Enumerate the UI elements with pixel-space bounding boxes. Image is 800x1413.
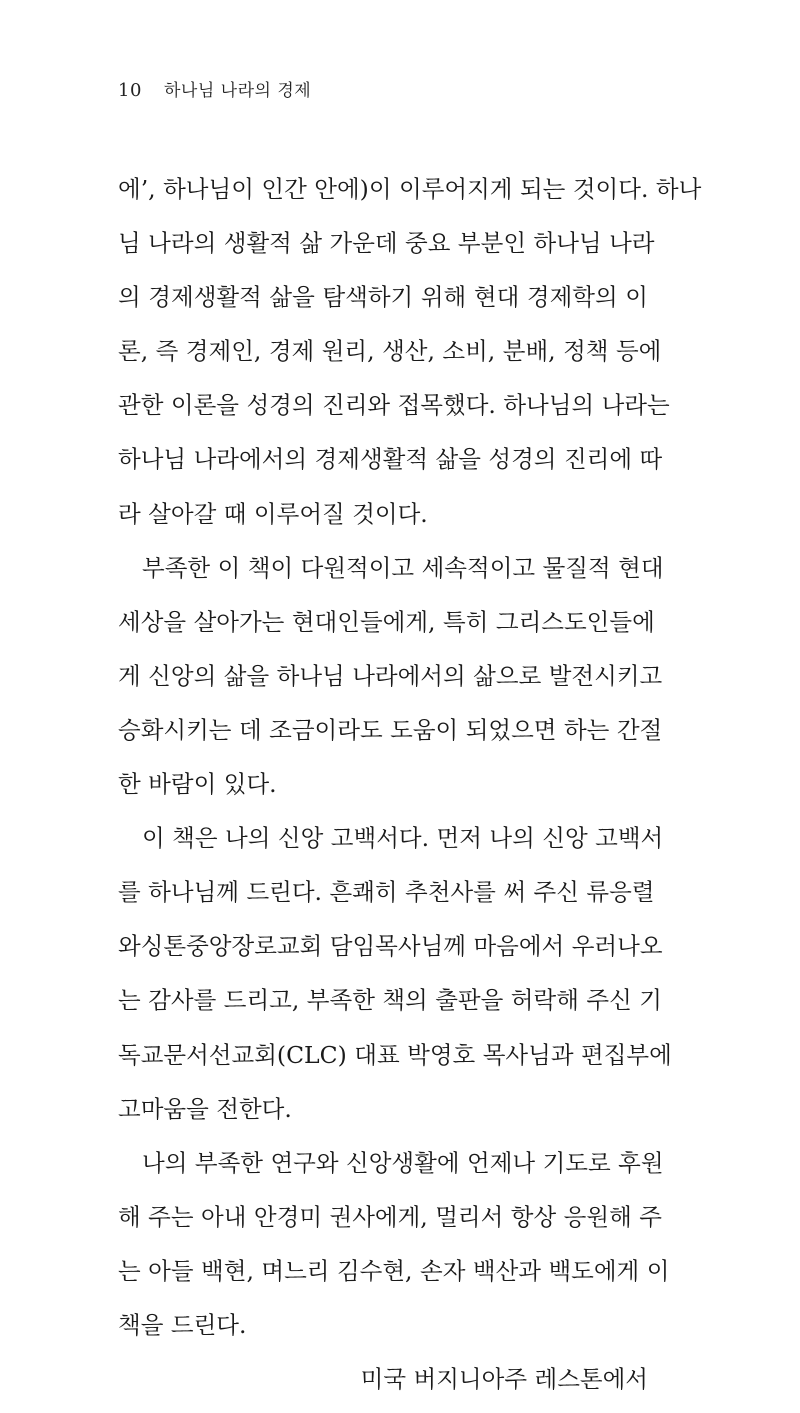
text-line: 독교문서선교회(CLC) 대표 박영호 목사님과 편집부에 (118, 1040, 672, 1069)
body-text (118, 169, 702, 1413)
signature-line: 미국 버지니아주 레스톤에서 (360, 1365, 648, 1394)
running-head (118, 76, 311, 101)
text-line: 를 하나님께 드린다. 흔쾌히 추천사를 써 주신 류응렬 (118, 878, 655, 907)
text-line: 승화시키는 데 조금이라도 도움이 되었으면 하는 간절 (118, 715, 663, 744)
text-line: 님 나라의 생활적 삶 가운데 중요 부분인 하나님 나라 (118, 229, 655, 258)
text-line: 해 주는 아내 안경미 권사에게, 멀리서 항상 응원해 주 (118, 1202, 662, 1231)
text-line: 의 경제생활적 삶을 탐색하기 위해 현대 경제학의 이 (118, 283, 648, 312)
text-line: 고마움을 전한다. (118, 1094, 292, 1123)
text-line: 론, 즉 경제인, 경제 원리, 생산, 소비, 분배, 정책 등에 (118, 337, 662, 366)
book-title: 하나님 나라의 경제 (164, 81, 312, 101)
text-line: 부족한 이 책이 다원적이고 세속적이고 물질적 현대 (142, 553, 664, 582)
text-line: 는 감사를 드리고, 부족한 책의 출판을 허락해 주신 기 (118, 986, 662, 1015)
text-line: 는 아들 백현, 며느리 김수현, 손자 백산과 백도에게 이 (118, 1256, 670, 1285)
text-line: 라 살아갈 때 이루어질 것이다. (118, 499, 428, 528)
text-line: 이 책은 나의 신앙 고백서다. 먼저 나의 신앙 고백서 (142, 824, 664, 853)
page-number: 10 (118, 80, 142, 101)
text-line: 세상을 살아가는 현대인들에게, 특히 그리스도인들에 (118, 607, 655, 636)
text-line: 하나님 나라에서의 경제생활적 삶을 성경의 진리에 따 (118, 445, 663, 474)
text-line: 에’, 하나님이 인간 안에)이 이루어지게 되는 것이다. 하나 (118, 175, 702, 203)
text-line: 게 신앙의 삶을 하나님 나라에서의 삶으로 발전시키고 (118, 661, 663, 690)
text-line: 책을 드린다. (118, 1310, 247, 1339)
text-line: 나의 부족한 연구와 신앙생활에 언제나 기도로 후원 (142, 1148, 664, 1177)
text-line: 와싱톤중앙장로교회 담임목사님께 마음에서 우러나오 (118, 932, 663, 961)
text-line: 관한 이론을 성경의 진리와 접목했다. 하나님의 나라는 (118, 391, 670, 420)
text-line: 한 바람이 있다. (118, 770, 277, 799)
